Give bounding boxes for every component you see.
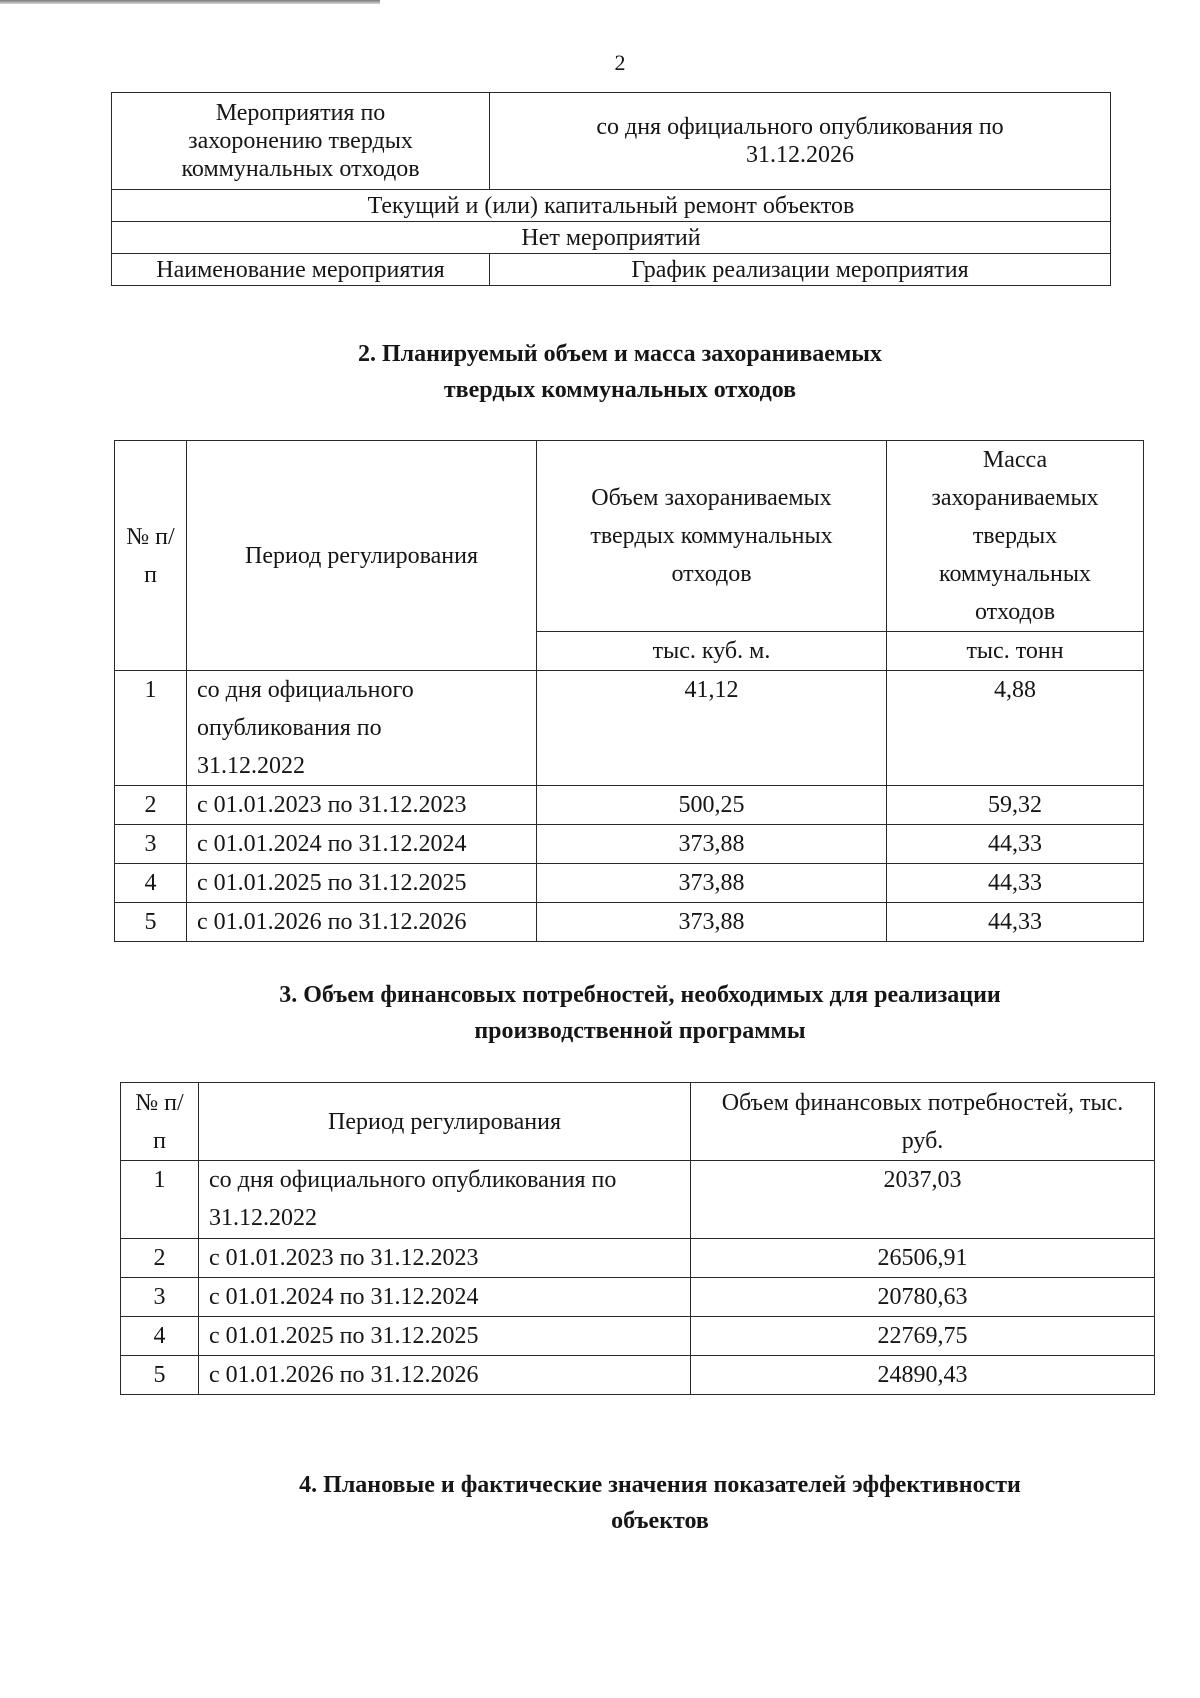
row-mass: 44,33 [887, 864, 1144, 903]
section-2-heading: 2. Планируемый объем и масса захораниваемых твердых коммунальных отходов [357, 341, 883, 403]
header-num: № п/п [121, 1083, 199, 1161]
row-volume: 500,25 [537, 786, 887, 825]
activity-name-cell: Мероприятия по захоронению твердых коммунальных отходов [112, 93, 490, 190]
row-num: 4 [121, 1317, 199, 1356]
row-mass: 44,33 [887, 903, 1144, 942]
activity-schedule-cell: со дня официального опубликования по 31.12.2026 [490, 93, 1111, 190]
row-num: 3 [121, 1278, 199, 1317]
table-row [115, 864, 1144, 903]
table-row [115, 786, 1144, 825]
page-number: 2 [614, 50, 626, 75]
row-period: с 01.01.2025 по 31.12.2025 [199, 1317, 691, 1356]
row-num: 1 [121, 1161, 199, 1239]
row-amount: 26506,91 [691, 1239, 1155, 1278]
row-period: с 01.01.2023 по 31.12.2023 [187, 786, 537, 825]
section-3-heading: 3. Объем финансовых потребностей, необходимых для реализации производственной программы [279, 982, 1001, 1044]
no-activities-cell: Нет мероприятий [112, 222, 1111, 254]
row-period: с 01.01.2026 по 31.12.2026 [187, 903, 537, 942]
table-row [115, 671, 1144, 786]
table-row [112, 93, 1111, 190]
scan-edge [0, 0, 380, 4]
header-period: Период регулирования [187, 441, 537, 671]
row-volume: 41,12 [537, 671, 887, 786]
row-volume: 373,88 [537, 825, 887, 864]
header-num: № п/п [115, 441, 187, 671]
row-mass: 44,33 [887, 825, 1144, 864]
table-row [112, 190, 1111, 222]
row-num: 2 [121, 1239, 199, 1278]
header-schedule-cell: График реализации мероприятия [490, 254, 1111, 286]
row-period: с 01.01.2026 по 31.12.2026 [199, 1356, 691, 1395]
row-num: 5 [115, 903, 187, 942]
header-amount: Объем финансовых потребностей, тыс. руб. [691, 1083, 1155, 1161]
row-num: 1 [115, 671, 187, 786]
table-row [121, 1239, 1155, 1278]
row-period: со дня официального опубликования по 31.12.2022 [199, 1161, 691, 1239]
section-title-cell: Текущий и (или) капитальный ремонт объектов [112, 190, 1111, 222]
row-amount: 20780,63 [691, 1278, 1155, 1317]
header-name-cell: Наименование мероприятия [112, 254, 490, 286]
row-mass: 4,88 [887, 671, 1144, 786]
header-mass-unit: тыс. тонн [887, 632, 1144, 671]
row-volume: 373,88 [537, 864, 887, 903]
waste-volume-table [114, 440, 1144, 942]
table-row [112, 254, 1111, 286]
row-mass: 59,32 [887, 786, 1144, 825]
header-volume: Объем захораниваемых твердых коммунальных отходов [537, 441, 887, 632]
header-volume-unit: тыс. куб. м. [537, 632, 887, 671]
row-period: с 01.01.2024 по 31.12.2024 [187, 825, 537, 864]
row-amount: 2037,03 [691, 1161, 1155, 1239]
row-num: 4 [115, 864, 187, 903]
header-period: Период регулирования [199, 1083, 691, 1161]
header-mass: Масса захораниваемых твердых коммунальных отходов [887, 441, 1144, 632]
row-num: 3 [115, 825, 187, 864]
table-row [115, 903, 1144, 942]
row-amount: 22769,75 [691, 1317, 1155, 1356]
table-row [121, 1161, 1155, 1239]
table-row [121, 1278, 1155, 1317]
row-num: 2 [115, 786, 187, 825]
table-row [112, 222, 1111, 254]
activities-table [111, 92, 1111, 286]
row-period: с 01.01.2025 по 31.12.2025 [187, 864, 537, 903]
section-4-heading: 4. Плановые и фактические значения показателей эффективности объектов [299, 1472, 1021, 1534]
table-row [115, 441, 1144, 632]
table-row [115, 825, 1144, 864]
row-period: с 01.01.2023 по 31.12.2023 [199, 1239, 691, 1278]
row-period: с 01.01.2024 по 31.12.2024 [199, 1278, 691, 1317]
table-row [121, 1083, 1155, 1161]
financial-needs-table [120, 1082, 1155, 1395]
row-num: 5 [121, 1356, 199, 1395]
row-volume: 373,88 [537, 903, 887, 942]
row-amount: 24890,43 [691, 1356, 1155, 1395]
row-period: со дня официального опубликования по 31.12.2022 [187, 671, 537, 786]
table-row [121, 1356, 1155, 1395]
table-row [121, 1317, 1155, 1356]
